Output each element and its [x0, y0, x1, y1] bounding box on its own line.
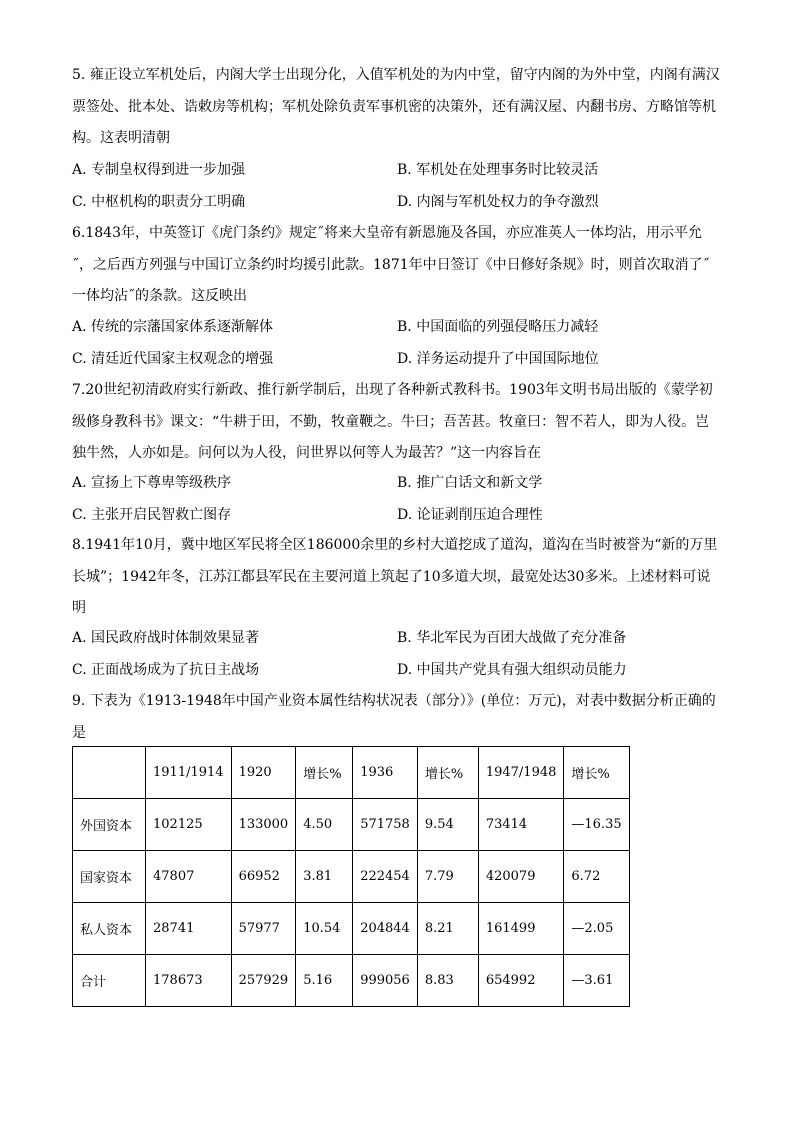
- table-cell: 国家资本: [73, 851, 146, 903]
- question-8-stem: 8.1941年10月，冀中地区军民将全区186000余里的乡村大道挖成了道沟，道沟在当时被誉为“新的万里长城”；1942年冬，江苏江都县军民在主要河道上筑起了10多道大坝，最宽处达30多米。上述材料可说明: [72, 537, 718, 616]
- question-7-option-c[interactable]: C. 主张开启民智救亡图存: [72, 506, 232, 523]
- table-cell: 10.54: [296, 903, 353, 955]
- question-6-option-a[interactable]: A. 传统的宗藩国家体系逐渐解体: [72, 319, 274, 335]
- table-header-cell: 1911/1914: [146, 747, 232, 799]
- table-cell: 9.54: [417, 799, 478, 851]
- table-cell: 571758: [353, 799, 418, 851]
- question-5-stem: 5. 雍正设立军机处后，内阁大学士出现分化，入值军机处的为内中堂，留守内阁的为外中堂，内阁有满汉票签处、批本处、诰敕房等机构；军机处除负责军事机密的决策外，还有满汉屋、内翻书房、方略馆等机构。这表明清朝: [72, 67, 720, 146]
- table-cell: 161499: [478, 903, 564, 955]
- table-cell: 外国资本: [73, 799, 146, 851]
- table-cell: —16.35: [564, 799, 629, 851]
- table-cell: 257929: [231, 955, 296, 1007]
- question-7-stem: 7.20世纪初清政府实行新政、推行新学制后，出现了各种新式教科书。1903年文明书局出版的《蒙学初级修身教科书》课文：“牛耕于田，不勤，牧童鞭之。牛曰；吾苦甚。牧童曰：智不若人，即为人役。岂独牛然，人亦如是。问何以为人役，问世界以何等人为最苦？”这一内容旨在: [72, 382, 713, 461]
- question-6-stem: 6.1843年，中英签订《虎门条约》规定˝将来大皇帝有新恩施及各国，亦应准英人一体均沾，用示平允˝，之后西方列强与中国订立条约时均援引此款。1871年中日签订《中日修好条规》时，则首次取消了˝一体均沾˝的条款。这反映出: [72, 225, 710, 304]
- question-7-option-d[interactable]: D. 论证剥削压迫合理性: [397, 506, 543, 523]
- question-7-options: [72, 468, 722, 531]
- table-cell: 222454: [353, 851, 418, 903]
- question-5-option-c[interactable]: C. 中枢机构的职责分工明确: [72, 193, 246, 210]
- table-cell: 5.16: [296, 955, 353, 1007]
- question-8-options: [72, 623, 722, 686]
- table-cell: 合计: [73, 955, 146, 1007]
- table-cell: 8.21: [417, 903, 478, 955]
- table-header-row: [73, 747, 630, 799]
- question-6-option-b[interactable]: B. 中国面临的列强侵略压力减轻: [397, 319, 599, 335]
- table-header-cell: 增长%: [296, 747, 353, 799]
- question-8-option-d[interactable]: D. 中国共产党具有强大组织动员能力: [397, 661, 627, 678]
- table-cell: 3.81: [296, 851, 353, 903]
- table-cell: 4.50: [296, 799, 353, 851]
- table-header-cell: [73, 747, 146, 799]
- table-cell: 7.79: [417, 851, 478, 903]
- table-cell: 66952: [231, 851, 296, 903]
- table-cell: —3.61: [564, 955, 629, 1007]
- table-header-cell: 1947/1948: [478, 747, 564, 799]
- table-cell: 57977: [231, 903, 296, 955]
- question-5-option-d[interactable]: D. 内阁与军机处权力的争夺激烈: [397, 193, 599, 210]
- question-6-options: [72, 312, 722, 375]
- table-cell: 73414: [478, 799, 564, 851]
- question-5-option-b[interactable]: B. 军机处在处理事务时比较灵活: [397, 162, 599, 178]
- table-cell: 6.72: [564, 851, 629, 903]
- question-8-option-c[interactable]: C. 正面战场成为了抗日主战场: [72, 661, 260, 678]
- table-row: [73, 851, 630, 903]
- question-9-stem: 9. 下表为《1913-1948年中国产业资本属性结构状况表（部分）》(单位：万元)，对表中数据分析正确的是: [72, 693, 716, 741]
- question-5-option-a[interactable]: A. 专制皇权得到进一步加强: [72, 162, 246, 178]
- table-row: [73, 955, 630, 1007]
- table-cell: 999056: [353, 955, 418, 1007]
- question-7-option-b[interactable]: B. 推广白话文和新文学: [397, 475, 543, 491]
- table-header-cell: 增长%: [417, 747, 478, 799]
- table-cell: 654992: [478, 955, 564, 1007]
- question-8-option-b[interactable]: B. 华北军民为百团大战做了充分准备: [397, 630, 627, 646]
- table-cell: 28741: [146, 903, 232, 955]
- question-6-option-d[interactable]: D. 洋务运动提升了中国国际地位: [397, 350, 599, 367]
- table-cell: 47807: [146, 851, 232, 903]
- table-cell: 204844: [353, 903, 418, 955]
- question-6-option-c[interactable]: C. 清廷近代国家主权观念的增强: [72, 350, 274, 367]
- table-header-cell: 增长%: [564, 747, 629, 799]
- table-row: [73, 799, 630, 851]
- table-header-cell: 1920: [231, 747, 296, 799]
- question-5-options: [72, 155, 722, 218]
- table-header-cell: 1936: [353, 747, 418, 799]
- table-cell: 102125: [146, 799, 232, 851]
- capital-structure-table: [72, 746, 630, 1007]
- question-7-option-a[interactable]: A. 宣扬上下尊卑等级秩序: [72, 475, 232, 491]
- table-cell: 8.83: [417, 955, 478, 1007]
- question-8-option-a[interactable]: A. 国民政府战时体制效果显著: [72, 630, 260, 646]
- table-cell: 178673: [146, 955, 232, 1007]
- table-cell: 私人资本: [73, 903, 146, 955]
- table-row: [73, 903, 630, 955]
- table-cell: 420079: [478, 851, 564, 903]
- table-cell: —2.05: [564, 903, 629, 955]
- table-cell: 133000: [231, 799, 296, 851]
